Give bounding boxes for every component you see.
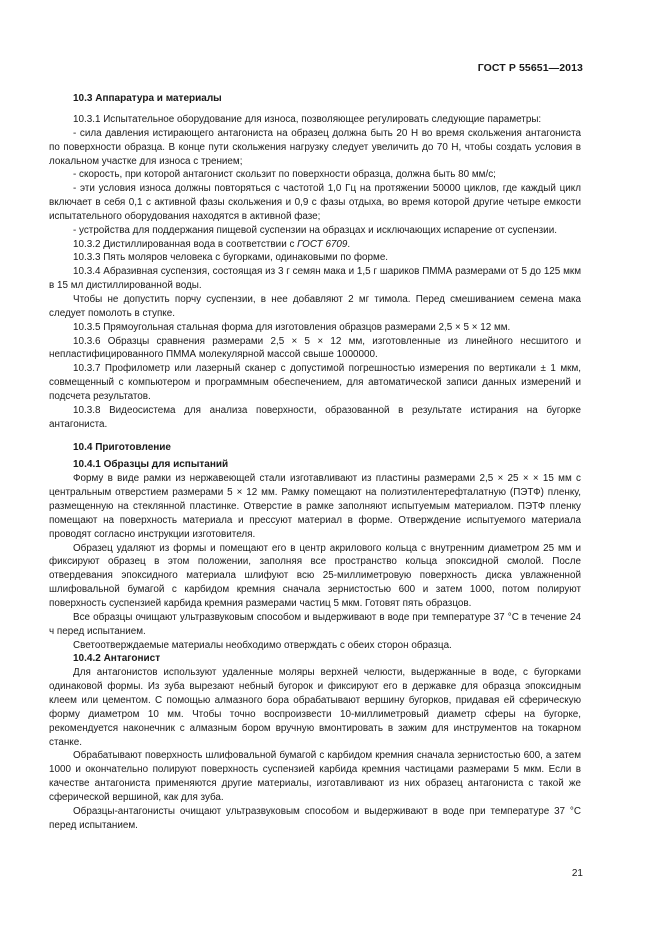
paragraph-10-3-5: 10.3.5 Прямоугольная стальная форма для изготовления образцов размерами 2,5 × 5 × 12 мм. [73,321,511,333]
gost-reference-link: ГОСТ 6709 [297,238,348,250]
section-heading-10-4: 10.4 Приготовление [73,442,171,454]
section-heading-10-3: 10.3 Аппаратура и материалы [73,93,222,104]
paragraph-10-3-4: 10.3.4 Абразивная суспензия, состоящая из 3 г семян мака и 1,5 г шариков ПММА размерами от 5 до 125 мкм в 15 мл дистиллированной воды. [49,266,581,292]
paragraph-10-3-7: 10.3.7 Профилометр или лазерный сканер с допустимой погрешностью измерения по вертикали ± 1 мкм, совмещенный с компьютером и программным обеспечением, для автоматической записи данных измерений и подсчета результатов. [49,363,581,402]
paragraph-antagonist-prep: Для антагонистов используют удаленные моляры верхней челюсти, выдержанные в воде, с бугорками одинаковой формы. Из зуба вырезают небный бугорок и фиксируют его в державке для образца эпоксидным клеем или цементом. С помощью алмазного бора обрабатывают вершину бугорков, придавая ей сферическую форму диаметром 10 мм. Чтобы точно воспроизвести 10-миллиметровый диаметр сферы на бугорке, рекомендуется наконечник с алмазным бором вручную вмонтировать в зажим для инструментов на токарном станке. [49,667,581,748]
paragraph-10-3-8: 10.3.8 Видеосистема для анализа поверхности, образованной в результате истирания на бугорке антагониста. [49,404,581,430]
paragraph-10-3-1: 10.3.1 Испытательное оборудование для износа, позволяющее регулировать следующие параметры: [73,114,542,125]
paragraph-antagonist-polish: Обрабатывают поверхность шлифовальной бумагой с карбидом кремния сначала зернистостью 600, а затем 1000 и окончательно полируют поверхность суспензией карбида кремния частицами размерами 5 мкм. Если в качестве антагониста применяются другие материалы, изготавливают из них образец антагониста с такой же сферической вершиной, как для зуба. [49,750,581,803]
list-item-cycles: - эти условия износа должны повторяться с частотой 1,0 Гц на протяжении 50000 циклов, где каждый цикл включает в себя 0,1 с активной фазы скольжения и 0,9 с фазы отдыха, во время которой другие четыре емкости испытательного оборудования находятся в активной фазе; [49,183,581,222]
list-item-speed: - скорость, при которой антагонист скользит по поверхности образца, должна быть 80 мм/с; [73,169,496,181]
paragraph-specimen-mounting: Образец удаляют из формы и помещают его в центр акрилового кольца с внутренним диаметром 25 мм и фиксируют образец в этом положении, заполняя все пространство кольца эпоксидной смолой. После отвердевания эпоксидного материала шлифуют всю 25-миллиметровую поверхность диска увлажненной шлифовальной бумагой с карбидом кремния сначала зернистостью 600 и затем 1000, потом полируют поверхность суспензией карбида кремния размерами частиц 5 мкм. Готовят пять образцов. [49,542,581,609]
paragraph-antagonist-cleaning: Образцы-антагонисты очищают ультразвуковым способом и выдерживают в воде при температуре 37 °С перед испытанием. [49,805,581,831]
standard-number: ГОСТ Р 55651—2013 [477,62,583,74]
subsection-heading-10-4-1: 10.4.1 Образцы для испытаний [73,459,229,471]
paragraph-thymol: Чтобы не допустить порчу суспензии, в нее добавляют 2 мг тимола. Перед смешиванием семена мака следует помолоть в ступке. [49,293,581,319]
paragraph-10-3-2-end: . [347,238,351,250]
paragraph-10-3-3: 10.3.3 Пять моляров человека с бугорками, одинаковыми по форме. [73,252,389,264]
page-body [49,92,581,833]
paragraph-ultrasonic-cleaning: Все образцы очищают ультразвуковым способом и выдерживают в воде при температуре 37 °С в течение 24 ч перед испытанием. [49,611,581,637]
paragraph-10-3-6: 10.3.6 Образцы сравнения размерами 2,5 × 5 × 12 мм, изготовленные из линейного несшитого и непластифицированного ПММА молекулярной массой свыше 1000000. [49,335,581,361]
subsection-heading-10-4-2: 10.4.2 Антагонист [73,653,161,665]
paragraph-10-3-2-text: 10.3.2 Дистиллированная вода в соответствии с [73,238,298,250]
list-item-force: - сила давления истирающего антагониста на образец должна быть 20 Н во время скольжения антагониста по поверхности образца. В конце пути скольжения нагрузку следует увеличить до 70 Н, чтобы создать условия в локальном участке для износа с трением; [49,127,581,167]
page-number: 21 [571,868,583,879]
paragraph-10-3-2 [49,238,581,252]
paragraph-mold-frame: Форму в виде рамки из нержавеющей стали изготавливают из пластины размерами 2,5 × 25 × × 15 мм с центральным отверстием размерами 5 × 12 мм. Рамку помещают на полиэтилентерефталатную (ПЭТФ) пленку, размещенную на стеклянной пластинке. Отверстие в рамке заполняют испытуемым материалом. ПЭТФ пленку помещают на поверхность материала и прессуют материал в форме. Отверждение испытуемого материала проводят согласно инструкции изготовителя. [49,473,581,540]
paragraph-light-cured: Светоотверждаемые материалы необходимо отверждать с обеих сторон образца. [73,639,452,651]
list-item-suspension: - устройства для поддержания пищевой суспензии на образцах и исключающих испарение от суспензии. [73,224,557,236]
